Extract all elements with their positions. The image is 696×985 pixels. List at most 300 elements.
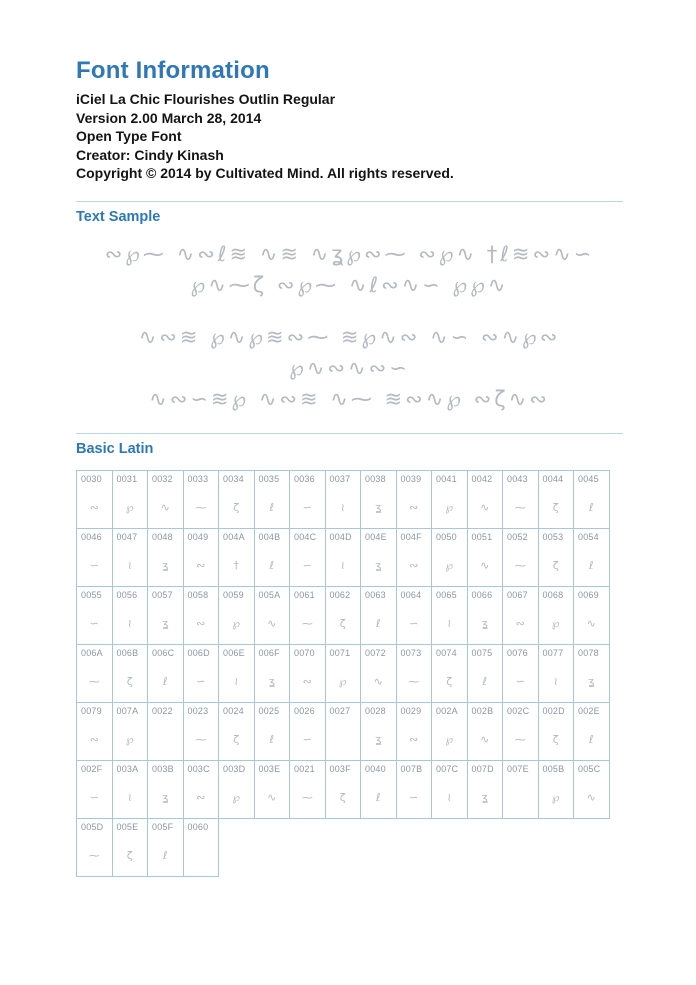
font-type: Open Type Font bbox=[76, 128, 182, 144]
glyph-preview: ∽ bbox=[515, 674, 525, 688]
glyph-preview: ζ bbox=[126, 848, 133, 862]
glyph-cell-0044 bbox=[538, 470, 575, 529]
glyph-code-label: 002E bbox=[578, 705, 600, 716]
glyph-preview: ʓ bbox=[162, 790, 169, 804]
glyph-cell-0037 bbox=[325, 470, 362, 529]
glyph-cell-0024 bbox=[218, 702, 255, 761]
glyph-preview: ℘ bbox=[125, 732, 134, 746]
section-heading-basic-latin: Basic Latin bbox=[76, 440, 154, 457]
glyph-code-label: 0040 bbox=[365, 763, 386, 774]
section-heading-text-sample: Text Sample bbox=[76, 208, 161, 225]
glyph-cell-0070 bbox=[289, 644, 326, 703]
glyph-preview: ℓ bbox=[588, 558, 594, 572]
glyph-code-label: 003B bbox=[152, 763, 174, 774]
glyph-code-label: 0050 bbox=[436, 531, 457, 542]
glyph-code-label: 0064 bbox=[400, 589, 422, 600]
glyph-code-label: 0036 bbox=[294, 473, 315, 484]
glyph-code-label: 002B bbox=[471, 705, 494, 716]
glyph-preview: ζ bbox=[339, 616, 346, 630]
glyph-preview: ℘ bbox=[232, 790, 241, 804]
glyph-grid-row bbox=[76, 644, 623, 702]
glyph-code-label: 0074 bbox=[436, 647, 457, 658]
glyph-cell-0073 bbox=[396, 644, 433, 703]
glyph-cell-004F bbox=[396, 528, 433, 587]
glyph-cell-004C bbox=[289, 528, 326, 587]
glyph-code-label: 005B bbox=[542, 763, 565, 774]
glyph-cell-005A bbox=[254, 586, 291, 645]
glyph-code-label: 006F bbox=[258, 647, 280, 658]
glyph-code-label: 0022 bbox=[152, 705, 173, 716]
glyph-cell-0071 bbox=[325, 644, 362, 703]
glyph-code-label: 0073 bbox=[400, 647, 422, 658]
glyph-code-label: 0035 bbox=[258, 473, 280, 484]
glyph-code-label: 002F bbox=[81, 763, 103, 774]
glyph-preview: ℓ bbox=[375, 790, 381, 804]
glyph-code-label: 0054 bbox=[578, 531, 599, 542]
glyph-preview: ∾ bbox=[302, 674, 312, 688]
glyph-code-label: 0039 bbox=[400, 473, 422, 484]
glyph-code-label: 0025 bbox=[258, 705, 280, 716]
glyph-preview: ℘ bbox=[551, 790, 560, 804]
glyph-code-label: 007A bbox=[116, 705, 139, 716]
glyph-cell-004B bbox=[254, 528, 291, 587]
glyph-code-label: 0056 bbox=[116, 589, 138, 600]
glyph-code-label: 005A bbox=[258, 589, 281, 600]
glyph-preview: ∿ bbox=[480, 732, 490, 746]
glyph-code-label: 005E bbox=[116, 821, 139, 832]
glyph-code-label: 0043 bbox=[507, 473, 528, 484]
glyph-preview: ≀ bbox=[127, 790, 132, 804]
glyph-preview: ≀ bbox=[340, 500, 345, 514]
glyph-preview: ⁓ bbox=[88, 674, 100, 688]
glyph-preview: ʓ bbox=[375, 732, 382, 746]
glyph-code-label: 0058 bbox=[187, 589, 209, 600]
glyph-code-label: 0023 bbox=[187, 705, 209, 716]
glyph-preview: ≀ bbox=[447, 790, 452, 804]
glyph-preview: ∾ bbox=[409, 500, 419, 514]
glyph-preview: ζ bbox=[126, 674, 133, 688]
glyph-preview: ⁓ bbox=[88, 848, 100, 862]
glyph-preview: ℓ bbox=[588, 732, 594, 746]
glyph-code-label: 007D bbox=[471, 763, 494, 774]
glyph-preview: ʓ bbox=[162, 558, 169, 572]
glyph-cell-007E bbox=[502, 760, 539, 819]
glyph-preview: ≀ bbox=[553, 674, 558, 688]
glyph-preview: ∿ bbox=[160, 500, 170, 514]
font-info-page bbox=[76, 57, 623, 876]
glyph-cell-0042 bbox=[467, 470, 504, 529]
sample-line: ∿∾∽≋℘ ∿∾≋ ∿⁓ ≋∾∿℘ ∾ζ∿∾ bbox=[149, 386, 550, 411]
glyph-preview: ⁓ bbox=[301, 616, 313, 630]
glyph-grid-row bbox=[76, 586, 623, 644]
basic-latin-glyph-grid bbox=[76, 470, 623, 876]
glyph-cell-006D bbox=[183, 644, 220, 703]
glyph-cell-0064 bbox=[396, 586, 433, 645]
font-version: Version 2.00 March 28, 2014 bbox=[76, 109, 262, 126]
glyph-cell-005F bbox=[147, 818, 184, 877]
glyph-cell-0078 bbox=[573, 644, 610, 703]
glyph-code-label: 006E bbox=[223, 647, 245, 658]
glyph-preview: ℓ bbox=[269, 558, 275, 572]
glyph-cell-0074 bbox=[431, 644, 468, 703]
glyph-preview: ℓ bbox=[375, 616, 381, 630]
glyph-cell-0027 bbox=[325, 702, 362, 761]
glyph-code-label: 0069 bbox=[578, 589, 599, 600]
glyph-preview: ℘ bbox=[445, 558, 454, 572]
glyph-code-label: 0021 bbox=[294, 763, 315, 774]
glyph-cell-0057 bbox=[147, 586, 184, 645]
glyph-preview: ℘ bbox=[445, 732, 454, 746]
glyph-preview: ℓ bbox=[269, 500, 275, 514]
glyph-cell-0050 bbox=[431, 528, 468, 587]
glyph-cell-0056 bbox=[112, 586, 149, 645]
glyph-cell-0063 bbox=[360, 586, 397, 645]
glyph-code-label: 0076 bbox=[507, 647, 528, 658]
glyph-code-label: 003C bbox=[187, 763, 210, 774]
glyph-cell-0061 bbox=[289, 586, 326, 645]
sample-line: ∿∾≋ ℘∿℘≋∾⁓ ≋℘∿∾ ∿∽ ∾∿℘∾ ℘∿∾∿∾∽ bbox=[138, 324, 561, 380]
glyph-cell-003E bbox=[254, 760, 291, 819]
glyph-cell-0045 bbox=[573, 470, 610, 529]
glyph-preview: ∾ bbox=[409, 558, 419, 572]
glyph-code-label: 0071 bbox=[329, 647, 351, 658]
glyph-preview: ∿ bbox=[267, 790, 277, 804]
glyph-code-label: 0053 bbox=[542, 531, 564, 542]
glyph-preview: ℓ bbox=[162, 674, 168, 688]
font-metadata bbox=[76, 90, 623, 183]
glyph-preview: ⁓ bbox=[195, 500, 207, 514]
glyph-cell-0021 bbox=[289, 760, 326, 819]
glyph-preview: ≀ bbox=[447, 616, 452, 630]
glyph-preview: ⁓ bbox=[301, 790, 313, 804]
text-sample-paragraph-2 bbox=[76, 322, 623, 415]
glyph-code-label: 0033 bbox=[187, 473, 209, 484]
glyph-code-label: 0051 bbox=[471, 531, 493, 542]
glyph-cell-007C bbox=[431, 760, 468, 819]
glyph-preview: ʓ bbox=[588, 674, 595, 688]
glyph-cell-006F bbox=[254, 644, 291, 703]
font-name: iCiel La Chic Flourishes Outlin Regular bbox=[76, 91, 336, 107]
glyph-cell-0079 bbox=[76, 702, 113, 761]
glyph-code-label: 003D bbox=[223, 763, 246, 774]
glyph-preview: ∽ bbox=[302, 558, 312, 572]
glyph-code-label: 0062 bbox=[329, 589, 351, 600]
glyph-cell-0036 bbox=[289, 470, 326, 529]
glyph-code-label: 0041 bbox=[436, 473, 457, 484]
glyph-cell-0068 bbox=[538, 586, 575, 645]
glyph-code-label: 0072 bbox=[365, 647, 386, 658]
glyph-code-label: 003F bbox=[329, 763, 351, 774]
glyph-code-label: 0048 bbox=[152, 531, 173, 542]
glyph-preview: ζ bbox=[552, 732, 559, 746]
glyph-cell-0025 bbox=[254, 702, 291, 761]
glyph-grid-row bbox=[76, 470, 623, 528]
glyph-cell-006B bbox=[112, 644, 149, 703]
glyph-grid-row bbox=[76, 760, 623, 818]
glyph-preview: ∾ bbox=[89, 732, 99, 746]
glyph-code-label: 0055 bbox=[81, 589, 102, 600]
glyph-cell-0051 bbox=[467, 528, 504, 587]
glyph-code-label: 0037 bbox=[329, 473, 351, 484]
glyph-preview: ʓ bbox=[481, 616, 488, 630]
glyph-preview: ℓ bbox=[588, 500, 594, 514]
sample-line: ℘∿⁓ζ ∾℘⁓ ∿ℓ∾∿∽ ℘℘∿ bbox=[190, 272, 509, 297]
glyph-preview: ⁓ bbox=[408, 674, 420, 688]
glyph-code-label: 0028 bbox=[365, 705, 386, 716]
glyph-preview: ℓ bbox=[269, 732, 275, 746]
section-divider bbox=[76, 201, 623, 202]
glyph-cell-007B bbox=[396, 760, 433, 819]
glyph-cell-006E bbox=[218, 644, 255, 703]
glyph-cell-0048 bbox=[147, 528, 184, 587]
glyph-code-label: 003A bbox=[116, 763, 139, 774]
glyph-code-label: 0060 bbox=[187, 821, 209, 832]
glyph-code-label: 0052 bbox=[507, 531, 528, 542]
glyph-code-label: 0029 bbox=[400, 705, 422, 716]
glyph-code-label: 0066 bbox=[471, 589, 493, 600]
glyph-code-label: 0046 bbox=[81, 531, 102, 542]
glyph-cell-003D bbox=[218, 760, 255, 819]
glyph-cell-007A bbox=[112, 702, 149, 761]
glyph-preview: ≀ bbox=[127, 616, 132, 630]
glyph-cell-0034 bbox=[218, 470, 255, 529]
glyph-code-label: 0026 bbox=[294, 705, 315, 716]
glyph-code-label: 006B bbox=[116, 647, 139, 658]
glyph-preview: ∿ bbox=[586, 616, 596, 630]
glyph-cell-0077 bbox=[538, 644, 575, 703]
glyph-code-label: 0068 bbox=[542, 589, 564, 600]
glyph-preview: ∽ bbox=[302, 732, 312, 746]
glyph-code-label: 006C bbox=[152, 647, 175, 658]
glyph-code-label: 0038 bbox=[365, 473, 386, 484]
glyph-cell-002C bbox=[502, 702, 539, 761]
glyph-preview: ∿ bbox=[480, 500, 490, 514]
glyph-preview: ʓ bbox=[268, 674, 275, 688]
glyph-code-label: 005D bbox=[81, 821, 104, 832]
glyph-code-label: 004F bbox=[400, 531, 422, 542]
glyph-cell-0023 bbox=[183, 702, 220, 761]
glyph-cell-0066 bbox=[467, 586, 504, 645]
glyph-code-label: 0078 bbox=[578, 647, 599, 658]
glyph-cell-002B bbox=[467, 702, 504, 761]
glyph-cell-004D bbox=[325, 528, 362, 587]
glyph-cell-0033 bbox=[183, 470, 220, 529]
glyph-preview: ≀ bbox=[340, 558, 345, 572]
glyph-preview: ʓ bbox=[375, 500, 382, 514]
glyph-cell-0035 bbox=[254, 470, 291, 529]
glyph-preview: ζ bbox=[339, 790, 346, 804]
glyph-code-label: 0045 bbox=[578, 473, 599, 484]
glyph-cell-0028 bbox=[360, 702, 397, 761]
glyph-cell-005E bbox=[112, 818, 149, 877]
glyph-cell-0062 bbox=[325, 586, 362, 645]
glyph-code-label: 004C bbox=[294, 531, 317, 542]
glyph-preview: ∿ bbox=[267, 616, 277, 630]
glyph-cell-0040 bbox=[360, 760, 397, 819]
glyph-cell-0054 bbox=[573, 528, 610, 587]
glyph-preview: ∾ bbox=[196, 616, 206, 630]
glyph-preview: ∽ bbox=[302, 500, 312, 514]
glyph-cell-0046 bbox=[76, 528, 113, 587]
glyph-code-label: 0030 bbox=[81, 473, 102, 484]
glyph-code-label: 006A bbox=[81, 647, 103, 658]
glyph-cell-0052 bbox=[502, 528, 539, 587]
glyph-cell-0053 bbox=[538, 528, 575, 587]
glyph-code-label: 0057 bbox=[152, 589, 173, 600]
glyph-cell-0043 bbox=[502, 470, 539, 529]
glyph-preview: ∽ bbox=[89, 790, 99, 804]
glyph-code-label: 007C bbox=[436, 763, 459, 774]
glyph-cell-0031 bbox=[112, 470, 149, 529]
glyph-preview: ∾ bbox=[409, 732, 419, 746]
glyph-code-label: 002D bbox=[542, 705, 565, 716]
sample-line: ∾℘⁓ ∿∾ℓ≋ ∿≋ ∿ʓ℘∾⁓ ∾℘∿ †ℓ≋∾∿∽ bbox=[104, 241, 595, 266]
glyph-preview: ∾ bbox=[515, 616, 525, 630]
glyph-code-label: 0070 bbox=[294, 647, 315, 658]
glyph-cell-0055 bbox=[76, 586, 113, 645]
glyph-cell-002A bbox=[431, 702, 468, 761]
glyph-preview: ∾ bbox=[196, 558, 206, 572]
glyph-cell-002E bbox=[573, 702, 610, 761]
glyph-preview: ℓ bbox=[162, 848, 168, 862]
glyph-code-label: 0034 bbox=[223, 473, 244, 484]
glyph-code-label: 004B bbox=[258, 531, 281, 542]
glyph-code-label: 0031 bbox=[116, 473, 138, 484]
glyph-cell-0067 bbox=[502, 586, 539, 645]
font-creator: Creator: Cindy Kinash bbox=[76, 146, 224, 163]
glyph-preview: ∽ bbox=[89, 558, 99, 572]
glyph-grid-row bbox=[76, 528, 623, 586]
glyph-preview: ⁓ bbox=[514, 558, 526, 572]
glyph-code-label: 0049 bbox=[187, 531, 209, 542]
glyph-cell-002D bbox=[538, 702, 575, 761]
glyph-cell-0026 bbox=[289, 702, 326, 761]
glyph-code-label: 0024 bbox=[223, 705, 244, 716]
glyph-preview: ⁓ bbox=[514, 732, 526, 746]
glyph-preview: ζ bbox=[233, 500, 240, 514]
glyph-preview: ∿ bbox=[480, 558, 490, 572]
glyph-preview: † bbox=[233, 558, 239, 572]
glyph-cell-0049 bbox=[183, 528, 220, 587]
glyph-preview: ℘ bbox=[338, 674, 347, 688]
glyph-cell-004E bbox=[360, 528, 397, 587]
glyph-code-label: 003E bbox=[258, 763, 281, 774]
glyph-code-label: 004E bbox=[365, 531, 387, 542]
glyph-preview: ζ bbox=[233, 732, 240, 746]
glyph-code-label: 007E bbox=[507, 763, 529, 774]
glyph-preview: ∽ bbox=[409, 616, 419, 630]
font-copyright: Copyright © 2014 by Cultivated Mind. All rights reserved. bbox=[76, 165, 454, 181]
glyph-code-label: 004D bbox=[329, 531, 352, 542]
glyph-grid-row bbox=[76, 818, 623, 876]
glyph-cell-005B bbox=[538, 760, 575, 819]
glyph-preview: ∾ bbox=[89, 500, 99, 514]
glyph-preview: ∿ bbox=[373, 674, 383, 688]
glyph-cell-0058 bbox=[183, 586, 220, 645]
glyph-code-label: 0059 bbox=[223, 589, 244, 600]
glyph-cell-006A bbox=[76, 644, 113, 703]
glyph-cell-005D bbox=[76, 818, 113, 877]
glyph-code-label: 0061 bbox=[294, 589, 315, 600]
glyph-cell-0047 bbox=[112, 528, 149, 587]
glyph-grid-row bbox=[76, 702, 623, 760]
glyph-cell-007D bbox=[467, 760, 504, 819]
page-title: Font Information bbox=[76, 57, 270, 84]
glyph-cell-0075 bbox=[467, 644, 504, 703]
glyph-cell-0072 bbox=[360, 644, 397, 703]
glyph-cell-0069 bbox=[573, 586, 610, 645]
glyph-code-label: 0075 bbox=[471, 647, 493, 658]
glyph-code-label: 0032 bbox=[152, 473, 173, 484]
glyph-preview: ≀ bbox=[127, 558, 132, 572]
glyph-cell-003F bbox=[325, 760, 362, 819]
glyph-preview: ∾ bbox=[196, 790, 206, 804]
glyph-preview: ∽ bbox=[89, 616, 99, 630]
glyph-preview: ζ bbox=[552, 558, 559, 572]
glyph-cell-006C bbox=[147, 644, 184, 703]
section-divider bbox=[76, 433, 623, 434]
glyph-cell-0022 bbox=[147, 702, 184, 761]
glyph-preview: ⁓ bbox=[195, 732, 207, 746]
glyph-cell-003C bbox=[183, 760, 220, 819]
glyph-code-label: 002A bbox=[436, 705, 458, 716]
glyph-preview: ʓ bbox=[162, 616, 169, 630]
glyph-cell-0030 bbox=[76, 470, 113, 529]
glyph-preview: ≀ bbox=[234, 674, 239, 688]
glyph-code-label: 005C bbox=[578, 763, 601, 774]
glyph-preview: ℘ bbox=[125, 500, 134, 514]
glyph-preview: ∽ bbox=[196, 674, 206, 688]
glyph-code-label: 004A bbox=[223, 531, 245, 542]
glyph-code-label: 002C bbox=[507, 705, 530, 716]
glyph-code-label: 0065 bbox=[436, 589, 457, 600]
glyph-cell-0065 bbox=[431, 586, 468, 645]
glyph-preview: ʓ bbox=[481, 790, 488, 804]
glyph-code-label: 0044 bbox=[542, 473, 564, 484]
glyph-preview: ⁓ bbox=[514, 500, 526, 514]
glyph-cell-0029 bbox=[396, 702, 433, 761]
glyph-cell-0032 bbox=[147, 470, 184, 529]
glyph-code-label: 0042 bbox=[471, 473, 493, 484]
glyph-code-label: 0047 bbox=[116, 531, 138, 542]
glyph-code-label: 0063 bbox=[365, 589, 386, 600]
glyph-cell-005C bbox=[573, 760, 610, 819]
glyph-code-label: 005F bbox=[152, 821, 174, 832]
glyph-cell-002F bbox=[76, 760, 113, 819]
glyph-cell-0038 bbox=[360, 470, 397, 529]
glyph-cell-0041 bbox=[431, 470, 468, 529]
glyph-cell-0059 bbox=[218, 586, 255, 645]
glyph-cell-0076 bbox=[502, 644, 539, 703]
glyph-preview: ℘ bbox=[551, 616, 560, 630]
glyph-code-label: 0077 bbox=[542, 647, 564, 658]
glyph-preview: ℘ bbox=[232, 616, 241, 630]
glyph-preview: ∽ bbox=[409, 790, 419, 804]
glyph-cell-003B bbox=[147, 760, 184, 819]
glyph-code-label: 0079 bbox=[81, 705, 102, 716]
glyph-preview: ℘ bbox=[445, 500, 454, 514]
glyph-code-label: 0027 bbox=[329, 705, 351, 716]
glyph-code-label: 0067 bbox=[507, 589, 528, 600]
glyph-code-label: 006D bbox=[187, 647, 210, 658]
text-sample-paragraph-1 bbox=[76, 239, 623, 301]
glyph-preview: ℓ bbox=[482, 674, 488, 688]
glyph-code-label: 007B bbox=[400, 763, 423, 774]
glyph-preview: ʓ bbox=[375, 558, 382, 572]
glyph-preview: ζ bbox=[552, 500, 559, 514]
glyph-cell-004A bbox=[218, 528, 255, 587]
glyph-preview: ∿ bbox=[586, 790, 596, 804]
